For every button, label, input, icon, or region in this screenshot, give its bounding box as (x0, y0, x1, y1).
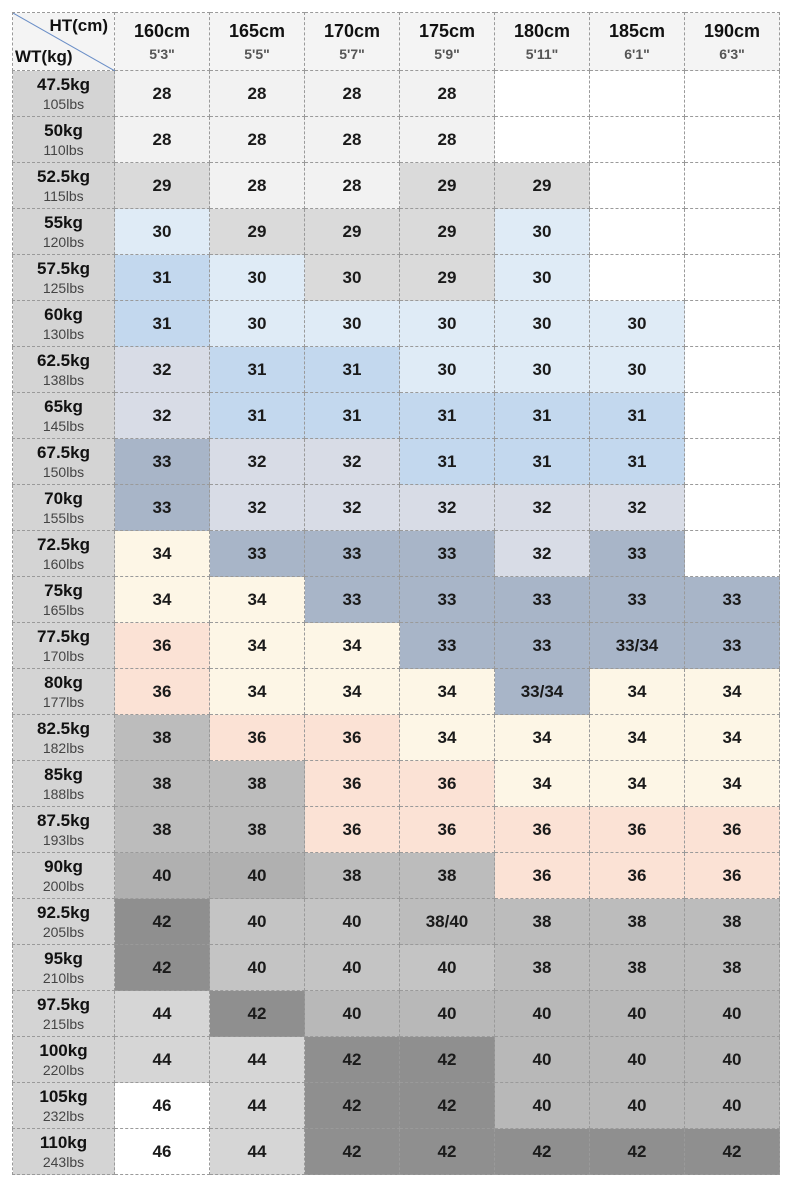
size-cell: 29 (400, 163, 495, 209)
size-cell: 36 (685, 807, 780, 853)
empty-cell (590, 163, 685, 209)
height-cm: 170cm (323, 20, 381, 41)
size-cell: 34 (495, 761, 590, 807)
size-cell: 33 (685, 577, 780, 623)
empty-cell (685, 347, 780, 393)
weight-lbs: 215lbs (42, 1015, 85, 1032)
empty-cell (590, 71, 685, 117)
size-cell: 36 (305, 807, 400, 853)
size-cell: 34 (590, 669, 685, 715)
height-column-header (685, 13, 780, 71)
weight-lbs: 220lbs (42, 1061, 85, 1078)
size-cell: 34 (685, 761, 780, 807)
weight-lbs: 115lbs (43, 187, 84, 204)
size-cell: 44 (115, 991, 210, 1037)
table-row (13, 163, 780, 209)
size-cell: 28 (210, 117, 305, 163)
height-ft: 6'3" (719, 45, 745, 62)
weight-lbs: 243lbs (42, 1153, 85, 1170)
weight-kg: 65kg (44, 396, 83, 416)
weight-row-header (13, 623, 115, 669)
size-cell: 31 (400, 393, 495, 439)
size-cell: 34 (115, 577, 210, 623)
empty-cell (685, 439, 780, 485)
size-cell: 32 (210, 485, 305, 531)
weight-lbs: 160lbs (42, 555, 85, 572)
weight-lbs: 205lbs (42, 923, 85, 940)
size-cell: 31 (400, 439, 495, 485)
size-cell: 29 (210, 209, 305, 255)
size-cell: 32 (495, 485, 590, 531)
weight-kg: 70kg (44, 488, 83, 508)
size-cell: 30 (305, 255, 400, 301)
empty-cell (590, 209, 685, 255)
size-cell: 36 (685, 853, 780, 899)
size-cell: 33 (495, 623, 590, 669)
weight-kg: 75kg (44, 580, 83, 600)
height-column-header (495, 13, 590, 71)
size-cell: 38 (115, 715, 210, 761)
size-cell: 33 (305, 577, 400, 623)
table-row (13, 1129, 780, 1175)
size-cell: 29 (495, 163, 590, 209)
size-cell: 34 (685, 669, 780, 715)
size-cell: 32 (115, 347, 210, 393)
size-cell: 40 (210, 853, 305, 899)
empty-cell (685, 117, 780, 163)
empty-cell (590, 117, 685, 163)
weight-kg: 52.5kg (37, 166, 90, 186)
size-cell: 40 (210, 945, 305, 991)
size-cell: 33 (400, 531, 495, 577)
size-cell: 42 (685, 1129, 780, 1175)
size-cell: 28 (400, 117, 495, 163)
table-row (13, 531, 780, 577)
size-cell: 46 (115, 1129, 210, 1175)
height-ft: 5'7" (339, 45, 365, 62)
weight-lbs: 138lbs (42, 371, 85, 388)
empty-cell (685, 485, 780, 531)
weight-lbs: 188lbs (42, 785, 85, 802)
weight-lbs: 182lbs (42, 739, 85, 756)
weight-row-header (13, 71, 115, 117)
table-row (13, 255, 780, 301)
size-cell: 42 (305, 1083, 400, 1129)
size-cell: 32 (495, 531, 590, 577)
weight-row-header (13, 347, 115, 393)
header-row (13, 13, 780, 71)
size-cell: 36 (400, 761, 495, 807)
size-cell: 29 (400, 255, 495, 301)
weight-kg: 92.5kg (37, 902, 90, 922)
size-cell: 33 (210, 531, 305, 577)
table-row (13, 577, 780, 623)
size-cell: 30 (590, 347, 685, 393)
size-cell: 38 (685, 899, 780, 945)
weight-lbs: 105lbs (42, 95, 85, 112)
size-cell: 34 (210, 577, 305, 623)
weight-row-header (13, 715, 115, 761)
size-cell: 38 (115, 807, 210, 853)
size-cell: 30 (210, 301, 305, 347)
size-chart (12, 12, 780, 1175)
weight-row-header (13, 209, 115, 255)
weight-row-header (13, 301, 115, 347)
size-cell: 33 (495, 577, 590, 623)
size-cell: 30 (590, 301, 685, 347)
weight-row-header (13, 1083, 115, 1129)
corner-header (13, 13, 115, 71)
size-cell: 36 (590, 807, 685, 853)
height-column-header (305, 13, 400, 71)
height-ft: 5'5" (244, 45, 270, 62)
height-cm: 185cm (608, 20, 666, 41)
table-row (13, 347, 780, 393)
weight-lbs: 110lbs (43, 141, 84, 158)
height-axis-label: HT(cm) (49, 16, 108, 35)
size-cell: 33/34 (495, 669, 590, 715)
size-cell: 28 (115, 71, 210, 117)
size-cell: 36 (495, 853, 590, 899)
size-cell: 32 (305, 485, 400, 531)
size-cell: 38 (400, 853, 495, 899)
size-cell: 30 (400, 301, 495, 347)
size-cell: 38 (685, 945, 780, 991)
size-cell: 38/40 (400, 899, 495, 945)
weight-kg: 105kg (39, 1086, 88, 1106)
table-row (13, 761, 780, 807)
size-cell: 40 (590, 1037, 685, 1083)
size-cell: 38 (305, 853, 400, 899)
empty-cell (590, 255, 685, 301)
weight-kg: 57.5kg (37, 258, 90, 278)
size-cell: 36 (400, 807, 495, 853)
table-row (13, 1037, 780, 1083)
size-cell: 31 (495, 439, 590, 485)
size-cell: 30 (210, 255, 305, 301)
size-cell: 38 (210, 807, 305, 853)
empty-cell (495, 71, 590, 117)
size-cell: 40 (685, 1037, 780, 1083)
height-column-header (210, 13, 305, 71)
size-cell: 32 (305, 439, 400, 485)
size-cell: 40 (590, 1083, 685, 1129)
size-cell: 31 (115, 301, 210, 347)
weight-kg: 50kg (44, 120, 83, 140)
size-cell: 28 (400, 71, 495, 117)
weight-row-header (13, 577, 115, 623)
weight-row-header (13, 117, 115, 163)
weight-lbs: 120lbs (42, 233, 85, 250)
weight-kg: 95kg (44, 948, 83, 968)
height-ft: 5'11" (525, 45, 559, 62)
size-cell: 42 (115, 945, 210, 991)
table-row (13, 945, 780, 991)
table-row (13, 991, 780, 1037)
size-cell: 42 (400, 1129, 495, 1175)
size-cell: 28 (115, 117, 210, 163)
weight-lbs: 232lbs (42, 1107, 85, 1124)
size-cell: 31 (305, 393, 400, 439)
weight-row-header (13, 485, 115, 531)
table-row (13, 301, 780, 347)
size-cell: 42 (305, 1129, 400, 1175)
size-cell: 36 (305, 761, 400, 807)
height-ft: 5'9" (434, 45, 460, 62)
size-cell: 42 (115, 899, 210, 945)
weight-row-header (13, 669, 115, 715)
size-cell: 36 (115, 623, 210, 669)
weight-row-header (13, 439, 115, 485)
size-cell: 33 (400, 623, 495, 669)
size-cell: 42 (400, 1083, 495, 1129)
size-cell: 34 (590, 761, 685, 807)
weight-lbs: 170lbs (42, 647, 85, 664)
size-cell: 28 (305, 163, 400, 209)
size-cell: 34 (590, 715, 685, 761)
weight-kg: 97.5kg (37, 994, 90, 1014)
size-cell: 34 (210, 669, 305, 715)
empty-cell (685, 531, 780, 577)
weight-lbs: 145lbs (42, 417, 85, 434)
empty-cell (685, 163, 780, 209)
size-cell: 42 (495, 1129, 590, 1175)
size-cell: 44 (210, 1083, 305, 1129)
size-cell: 29 (400, 209, 495, 255)
size-cell: 30 (400, 347, 495, 393)
weight-kg: 110kg (39, 1132, 88, 1152)
table-row (13, 669, 780, 715)
table-row (13, 623, 780, 669)
size-cell: 29 (115, 163, 210, 209)
weight-lbs: 155lbs (42, 509, 85, 526)
size-cell: 29 (305, 209, 400, 255)
weight-lbs: 177lbs (42, 693, 85, 710)
height-ft: 5'3" (149, 45, 175, 62)
size-cell: 33 (685, 623, 780, 669)
height-cm: 160cm (133, 20, 191, 41)
size-cell: 36 (495, 807, 590, 853)
size-cell: 28 (305, 117, 400, 163)
size-cell: 32 (400, 485, 495, 531)
size-cell: 34 (305, 623, 400, 669)
height-ft: 6'1" (624, 45, 650, 62)
size-cell: 40 (115, 853, 210, 899)
weight-row-header (13, 807, 115, 853)
size-cell: 33/34 (590, 623, 685, 669)
size-cell: 30 (495, 347, 590, 393)
size-cell: 44 (210, 1037, 305, 1083)
size-cell: 34 (115, 531, 210, 577)
size-cell: 38 (590, 945, 685, 991)
weight-kg: 90kg (44, 856, 83, 876)
table-row (13, 71, 780, 117)
weight-lbs: 150lbs (42, 463, 85, 480)
weight-row-header (13, 393, 115, 439)
table-row (13, 715, 780, 761)
weight-kg: 82.5kg (37, 718, 90, 738)
empty-cell (685, 209, 780, 255)
weight-kg: 80kg (44, 672, 83, 692)
weight-kg: 100kg (39, 1040, 88, 1060)
weight-lbs: 125lbs (42, 279, 85, 296)
size-cell: 34 (305, 669, 400, 715)
weight-kg: 72.5kg (37, 534, 90, 554)
size-cell: 33 (590, 577, 685, 623)
size-cell: 38 (495, 945, 590, 991)
size-cell: 34 (400, 715, 495, 761)
size-cell: 31 (305, 347, 400, 393)
size-cell: 40 (685, 991, 780, 1037)
size-cell: 38 (590, 899, 685, 945)
weight-lbs: 193lbs (42, 831, 85, 848)
weight-lbs: 130lbs (42, 325, 85, 342)
weight-kg: 55kg (44, 212, 83, 232)
size-table (12, 12, 780, 1175)
size-cell: 40 (685, 1083, 780, 1129)
size-cell: 36 (115, 669, 210, 715)
weight-row-header (13, 853, 115, 899)
size-cell: 40 (495, 991, 590, 1037)
weight-kg: 85kg (44, 764, 83, 784)
weight-lbs: 210lbs (42, 969, 85, 986)
height-cm: 175cm (418, 20, 476, 41)
size-cell: 40 (305, 991, 400, 1037)
empty-cell (685, 301, 780, 347)
weight-row-header (13, 1037, 115, 1083)
size-cell: 40 (305, 899, 400, 945)
size-cell: 31 (210, 347, 305, 393)
weight-row-header (13, 1129, 115, 1175)
size-cell: 33 (400, 577, 495, 623)
weight-kg: 77.5kg (37, 626, 90, 646)
size-cell: 34 (685, 715, 780, 761)
size-cell: 30 (495, 209, 590, 255)
size-cell: 31 (590, 393, 685, 439)
size-cell: 46 (115, 1083, 210, 1129)
size-cell: 31 (115, 255, 210, 301)
size-cell: 40 (590, 991, 685, 1037)
weight-row-header (13, 899, 115, 945)
size-cell: 34 (495, 715, 590, 761)
size-cell: 28 (305, 71, 400, 117)
weight-kg: 67.5kg (37, 442, 90, 462)
size-cell: 44 (115, 1037, 210, 1083)
table-row (13, 209, 780, 255)
size-cell: 36 (210, 715, 305, 761)
empty-cell (685, 393, 780, 439)
size-cell: 31 (210, 393, 305, 439)
size-cell: 33 (115, 439, 210, 485)
size-cell: 28 (210, 71, 305, 117)
table-row (13, 485, 780, 531)
size-cell: 38 (115, 761, 210, 807)
size-cell: 32 (210, 439, 305, 485)
size-cell: 40 (210, 899, 305, 945)
size-cell: 36 (590, 853, 685, 899)
weight-row-header (13, 163, 115, 209)
empty-cell (495, 117, 590, 163)
table-row (13, 117, 780, 163)
empty-cell (685, 255, 780, 301)
size-cell: 40 (305, 945, 400, 991)
size-cell: 28 (210, 163, 305, 209)
weight-kg: 60kg (44, 304, 83, 324)
height-cm: 165cm (228, 20, 286, 41)
size-cell: 31 (590, 439, 685, 485)
size-cell: 30 (305, 301, 400, 347)
size-cell: 40 (400, 991, 495, 1037)
table-row (13, 899, 780, 945)
size-cell: 36 (305, 715, 400, 761)
size-cell: 40 (400, 945, 495, 991)
size-cell: 42 (400, 1037, 495, 1083)
weight-lbs: 200lbs (42, 877, 85, 894)
size-cell: 38 (495, 899, 590, 945)
empty-cell (685, 71, 780, 117)
height-column-header (590, 13, 685, 71)
height-cm: 190cm (703, 20, 761, 41)
weight-kg: 62.5kg (37, 350, 90, 370)
size-cell: 32 (115, 393, 210, 439)
size-cell: 30 (115, 209, 210, 255)
height-column-header (115, 13, 210, 71)
weight-lbs: 165lbs (42, 601, 85, 618)
size-cell: 30 (495, 301, 590, 347)
table-row (13, 393, 780, 439)
weight-kg: 47.5kg (37, 74, 90, 94)
weight-kg: 87.5kg (37, 810, 90, 830)
weight-row-header (13, 991, 115, 1037)
size-cell: 33 (590, 531, 685, 577)
weight-row-header (13, 761, 115, 807)
weight-row-header (13, 531, 115, 577)
table-row (13, 853, 780, 899)
weight-row-header (13, 255, 115, 301)
size-cell: 44 (210, 1129, 305, 1175)
size-cell: 30 (495, 255, 590, 301)
weight-row-header (13, 945, 115, 991)
size-cell: 38 (210, 761, 305, 807)
size-cell: 34 (400, 669, 495, 715)
height-cm: 180cm (513, 20, 571, 41)
size-cell: 42 (210, 991, 305, 1037)
size-cell: 42 (305, 1037, 400, 1083)
size-cell: 33 (305, 531, 400, 577)
height-column-header (400, 13, 495, 71)
weight-axis-label: WT(kg) (15, 47, 73, 66)
table-row (13, 439, 780, 485)
size-cell: 34 (210, 623, 305, 669)
size-cell: 42 (590, 1129, 685, 1175)
size-cell: 31 (495, 393, 590, 439)
size-cell: 40 (495, 1083, 590, 1129)
size-cell: 33 (115, 485, 210, 531)
table-row (13, 807, 780, 853)
table-body (13, 71, 780, 1175)
table-row (13, 1083, 780, 1129)
size-cell: 40 (495, 1037, 590, 1083)
size-cell: 32 (590, 485, 685, 531)
